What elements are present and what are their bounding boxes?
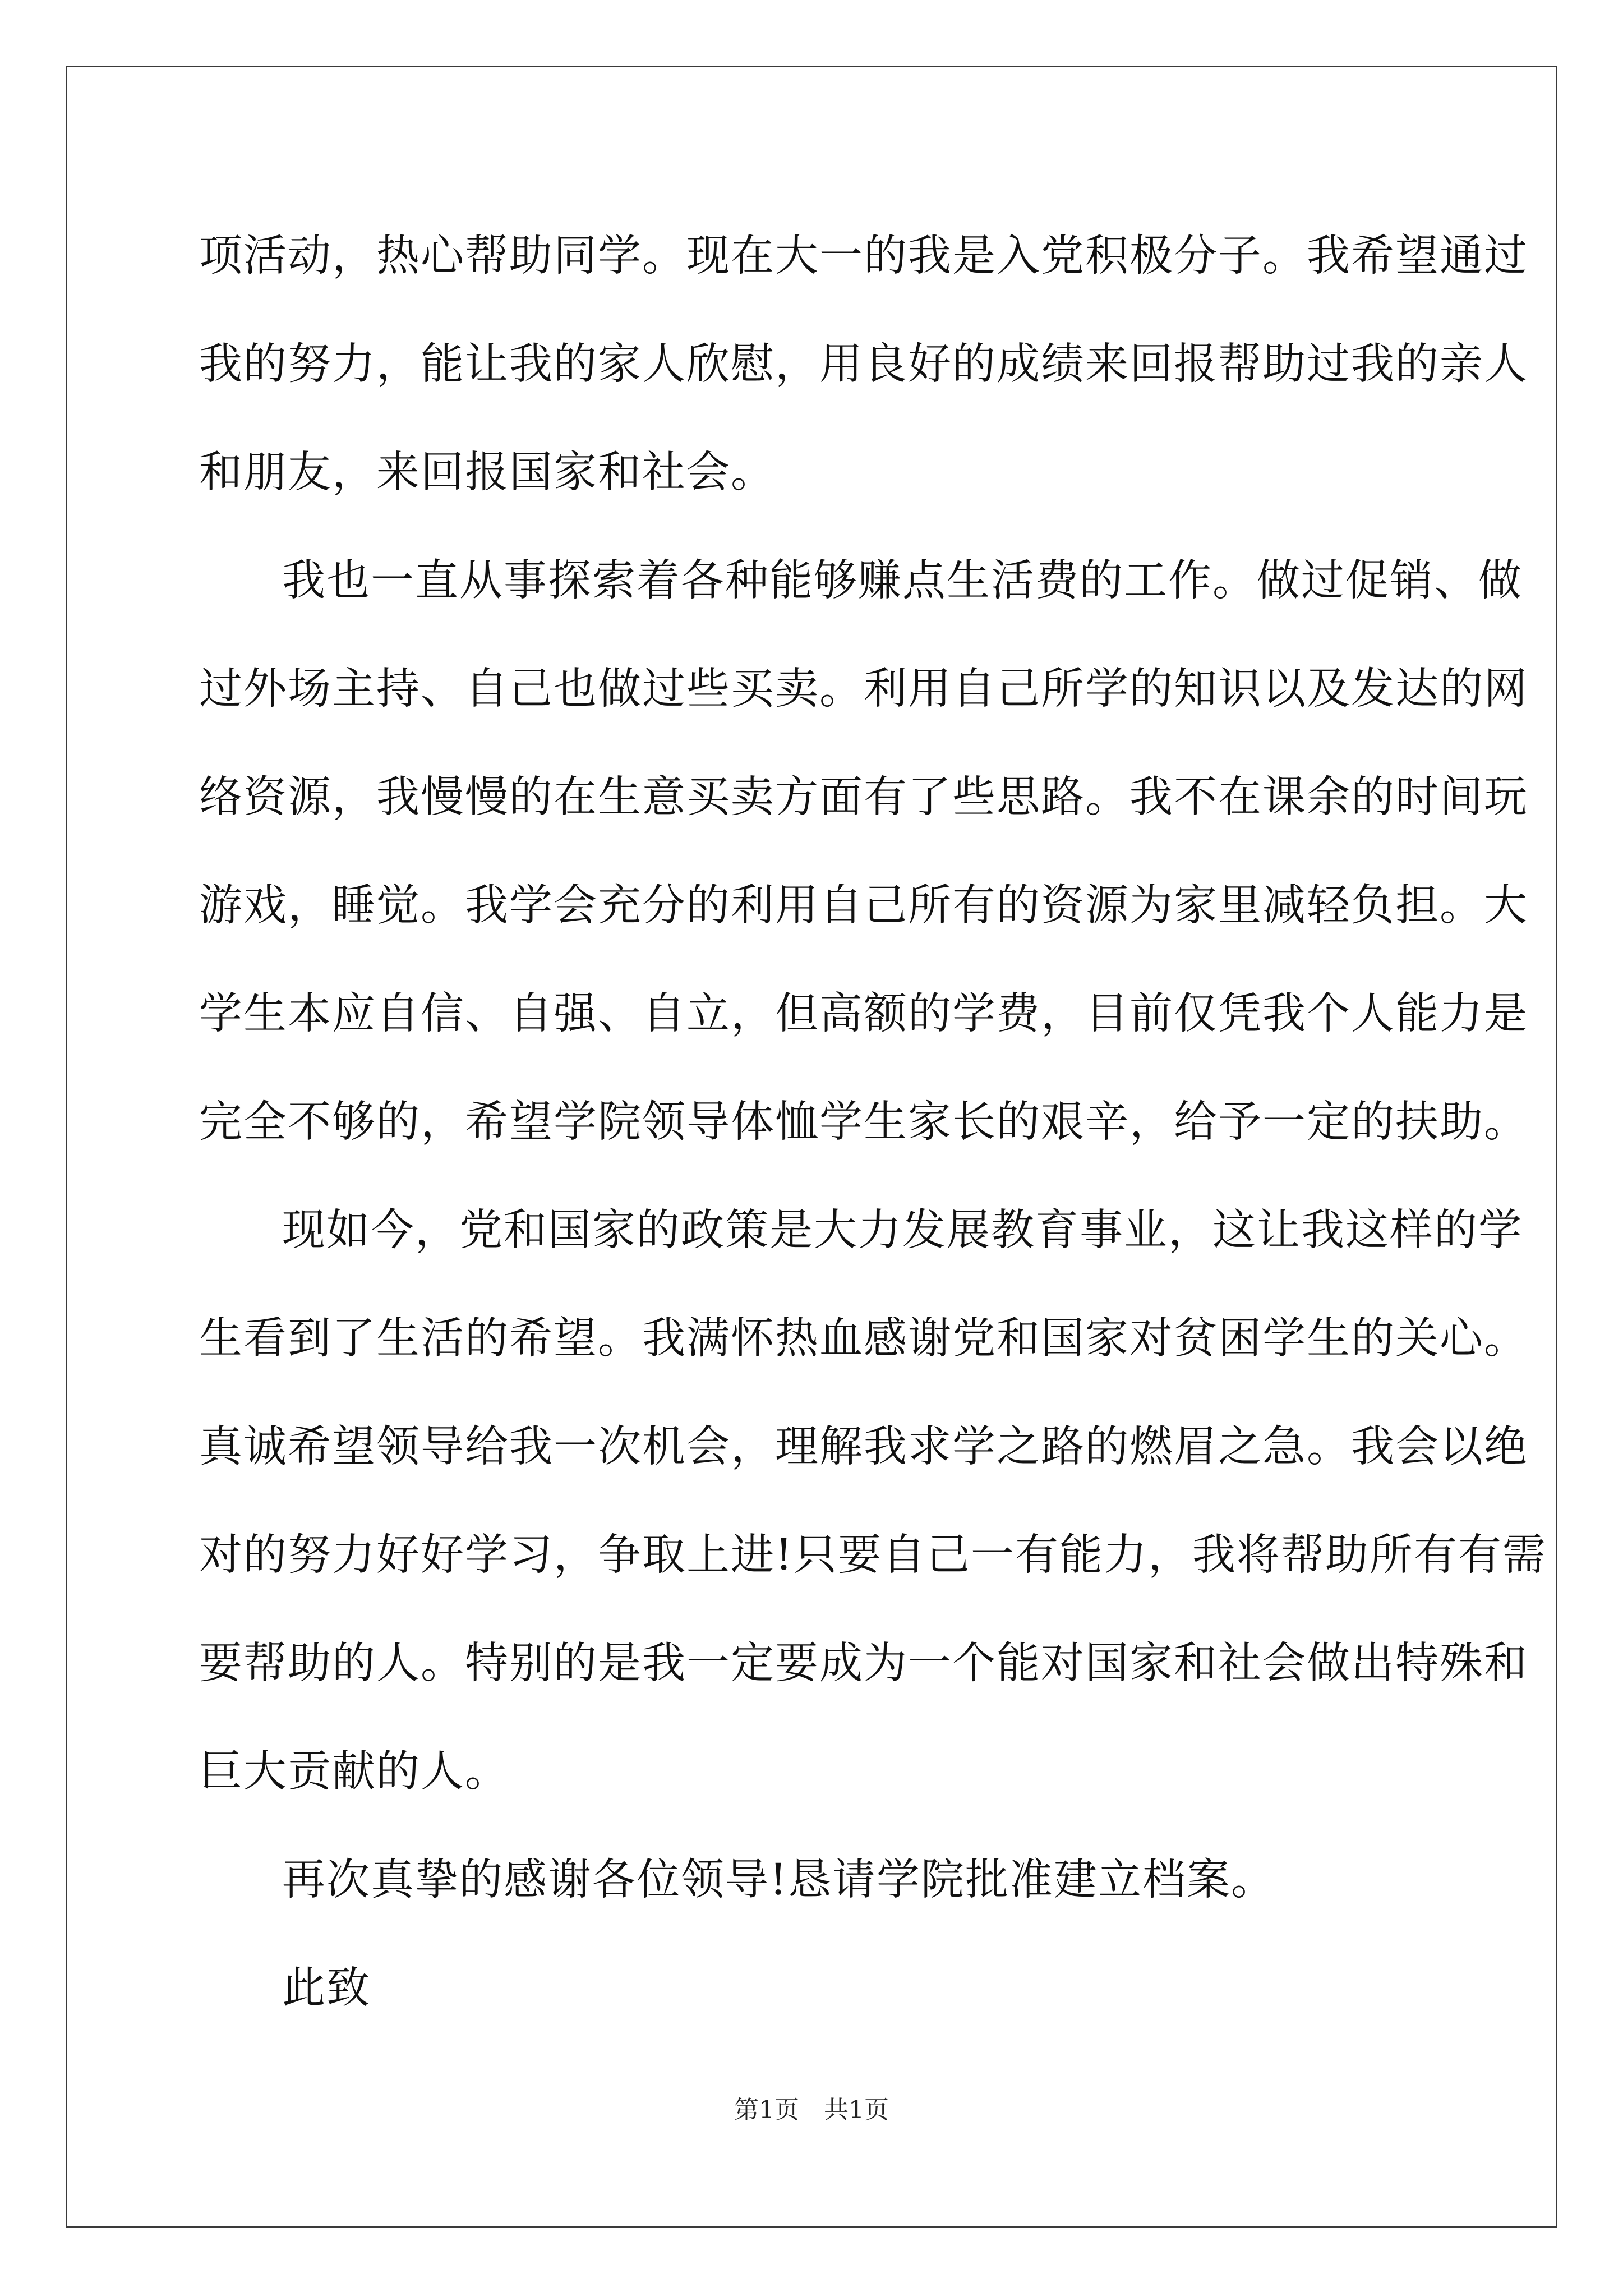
text-line: 项活动，热心帮助同学。现在大一的我是入党积极分子。我希望通过: [199, 231, 1528, 281]
text-line: 要帮助的人。特别的是我一定要成为一个能对国家和社会做出特殊和: [199, 1639, 1528, 1688]
text-line: 游戏，睡觉。我学会充分的利用自己所有的资源为家里减轻负担。大: [199, 881, 1528, 931]
text-line: 对的努力好好学习，争取上进!只要自己一有能力，我将帮助所有有需: [199, 1530, 1547, 1580]
letter-body: [199, 202, 1547, 2042]
text-line: 学生本应自信、自强、自立，但高额的学费，目前仅凭我个人能力是: [199, 989, 1528, 1039]
text-line: 真诚希望领导给我一次机会，理解我求学之路的燃眉之急。我会以绝: [199, 1422, 1528, 1472]
text-line: 我的努力，能让我的家人欣慰，用良好的成绩来回报帮助过我的亲人: [199, 339, 1528, 389]
text-line: 完全不够的，希望学院领导体恤学生家长的艰辛，给予一定的扶助。: [199, 1097, 1528, 1147]
salutation-line: 此致: [282, 1963, 371, 2013]
page-number-footer: 第1页 共1页: [734, 2096, 889, 2124]
text-line: 络资源，我慢慢的在生意买卖方面有了些思路。我不在课余的时间玩: [199, 772, 1528, 822]
closing-line: 再次真挚的感谢各位领导!恳请学院批准建立档案。: [282, 1855, 1275, 1905]
text-line: 巨大贡献的人。: [199, 1747, 509, 1797]
paragraph-start-line: 现如今，党和国家的政策是大力发展教育事业，这让我这样的学: [282, 1205, 1523, 1255]
text-line: 生看到了生活的希望。我满怀热血感谢党和国家对贫困学生的关心。: [199, 1314, 1528, 1364]
text-line: 过外场主持、自己也做过些买卖。利用自己所学的知识以及发达的网: [199, 664, 1528, 714]
paragraph-start-line: 我也一直从事探索着各种能够赚点生活费的工作。做过促销、做: [282, 556, 1523, 606]
text-line: 和朋友，来回报国家和社会。: [199, 448, 775, 498]
